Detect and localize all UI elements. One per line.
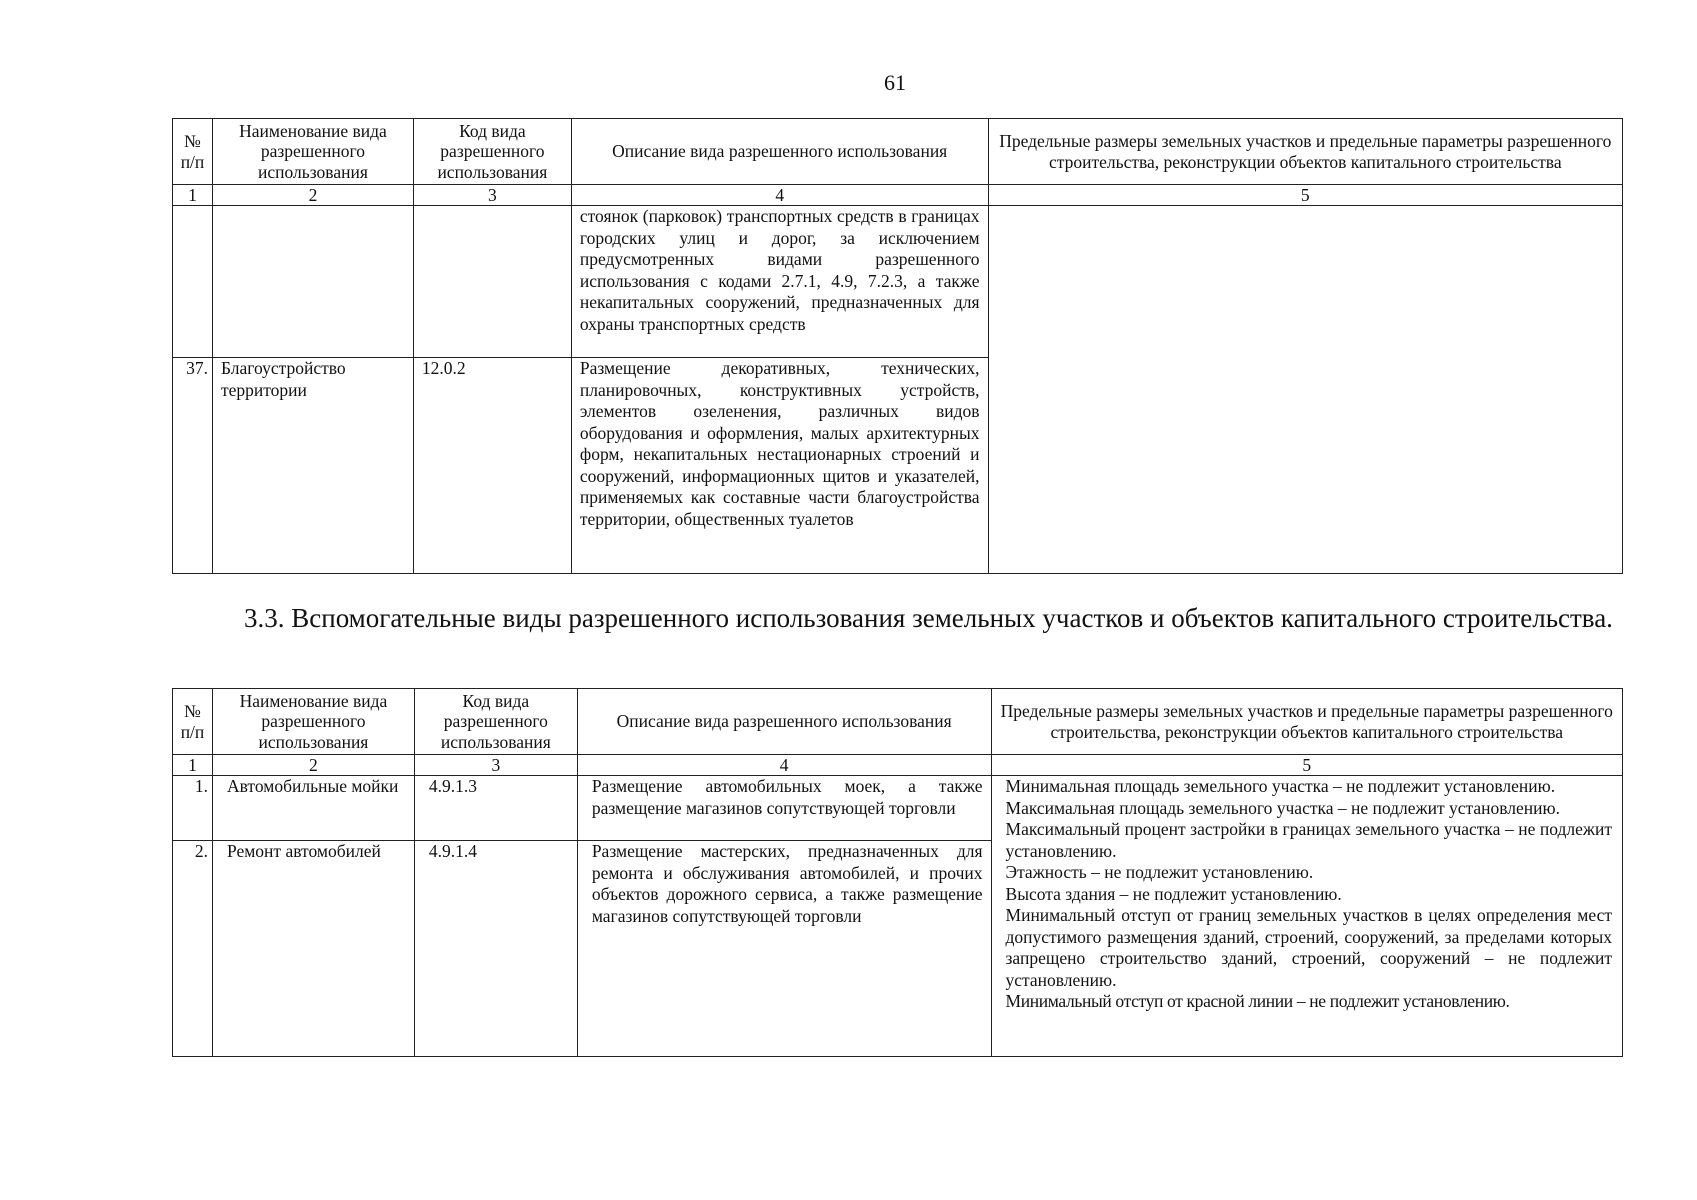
use-code: 12.0.2 [413, 358, 571, 574]
header-name: Наименование вида разрешенного использования [212, 119, 413, 185]
row-number: 37. [173, 358, 213, 574]
table-row [173, 206, 1623, 358]
header-num: № п/п [173, 689, 213, 755]
header-description: Описание вида разрешенного использования [577, 689, 991, 755]
parameter-min-area: Минимальная площадь земельного участка – не подлежит установлению. [1005, 776, 1556, 796]
column-index: 2 [212, 185, 413, 206]
column-index: 5 [988, 185, 1622, 206]
use-code: 4.9.1.4 [414, 841, 577, 1057]
column-index: 4 [577, 755, 991, 776]
parameter-boundary-setback: Минимальный отступ от границ земельных участков в целях определения мест допустимого размещения зданий, строений, сооружений, за пределами которых запрещено строительство зданий, строений, сооружений – не подлежит установлению. [1005, 905, 1612, 990]
table-header-row [173, 689, 1623, 755]
description-continuation: стоянок (парковок) транспортных средств в границах городских улиц и дорог, за исключением предусмотренных видами разрешенного использования с кодами 2.7.1, 4.9, 7.2.3, а также некапитальных сооружений, предназначенных для охраны транспортных средств [571, 206, 988, 358]
parameter-red-line-setback: Минимальный отступ от красной линии – не подлежит установлению. [1005, 991, 1510, 1011]
table-header-row [173, 119, 1623, 185]
column-index: 1 [173, 185, 213, 206]
column-index: 3 [414, 755, 577, 776]
parameters-cell [991, 776, 1622, 1057]
header-code: Код вида разрешенного использования [414, 689, 577, 755]
page-number: 61 [884, 70, 906, 95]
use-code: 4.9.1.3 [414, 776, 577, 841]
header-parameters: Предельные размеры земельных участков и предельные параметры разрешенного строительства, реконструкции объектов капитального строительства [991, 689, 1622, 755]
column-index: 2 [212, 755, 414, 776]
use-description: Размещение автомобильных моек, а также размещение магазинов сопутствующей торговли [577, 776, 991, 841]
use-name: Автомобильные мойки [212, 776, 414, 841]
use-description: Размещение мастерских, предназначенных для ремонта и обслуживания автомобилей, и прочих объектов дорожного сервиса, а также размещение магазинов сопутствующей торговли [577, 841, 991, 1057]
column-index-row [173, 185, 1623, 206]
permitted-use-table-main [172, 118, 1623, 574]
header-code: Код вида разрешенного использования [413, 119, 571, 185]
parameter-floors: Этажность – не подлежит установлению. [1005, 862, 1314, 882]
parameter-height: Высота здания – не подлежит установлению. [1005, 883, 1342, 904]
header-parameters: Предельные размеры земельных участков и предельные параметры разрешенного строительства, реконструкции объектов капитального строительства [988, 119, 1622, 185]
row-number: 2. [173, 841, 213, 1057]
use-description: Размещение декоративных, технических, планировочных, конструктивных устройств, элементов озеленения, различных видов оборудования и оформления, малых архитектурных форм, некапитальных нестационарных строений и сооружений, информационных щитов и указателей, применяемых как составные части благоустройства территории, общественных туалетов [571, 358, 988, 574]
use-name: Ремонт автомобилей [212, 841, 414, 1057]
column-index: 3 [413, 185, 571, 206]
header-name: Наименование вида разрешенного использования [212, 689, 414, 755]
parameter-max-area: Максимальная площадь земельного участка – не подлежит установлению. [1005, 797, 1560, 818]
auxiliary-use-table [172, 688, 1623, 1057]
column-index: 1 [173, 755, 213, 776]
parameter-max-coverage: Максимальный процент застройки в границах земельного участка – не подлежит установлению. [1005, 819, 1612, 861]
table-row [173, 776, 1623, 841]
column-index: 5 [991, 755, 1622, 776]
section-heading: 3.3. Вспомогательные виды разрешенного использования земельных участков и объектов капитального строительства. [244, 603, 1613, 633]
header-description: Описание вида разрешенного использования [571, 119, 988, 185]
parameters-cell-empty [988, 206, 1622, 574]
use-name: Благоустройство территории [212, 358, 413, 574]
header-num: № п/п [173, 119, 213, 185]
column-index: 4 [571, 185, 988, 206]
column-index-row [173, 755, 1623, 776]
row-number: 1. [173, 776, 213, 841]
